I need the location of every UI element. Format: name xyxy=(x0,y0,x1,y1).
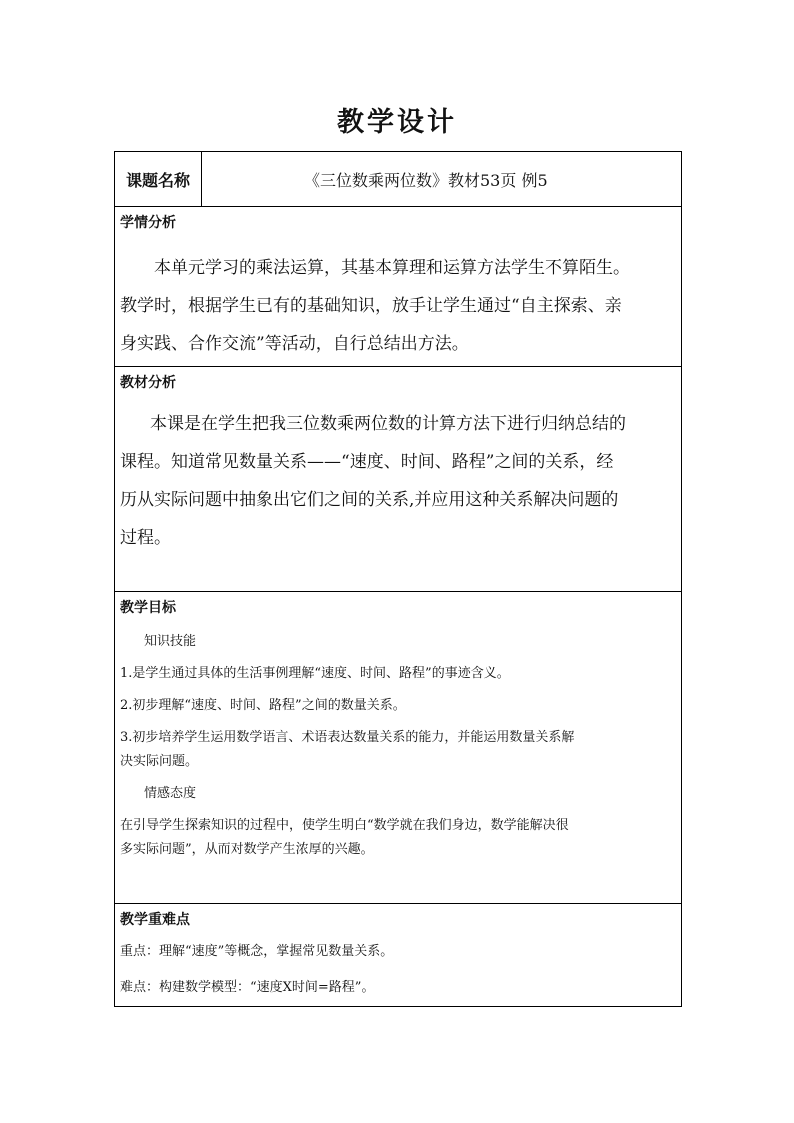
subject-label: 课题名称 xyxy=(115,152,202,207)
key-points-heading: 教学重难点 xyxy=(120,912,190,928)
knowledge-subtitle: 知识技能 xyxy=(144,634,197,649)
material-analysis-line: 本课是在学生把我三位数乘两位数的计算方法下进行归纳总结的 xyxy=(150,414,626,434)
material-analysis-row xyxy=(115,367,682,592)
student-analysis-row xyxy=(115,207,682,367)
difficult-point: 难点：构建数学模型：“速度X时间=路程”。 xyxy=(120,980,375,995)
key-points-section xyxy=(115,904,682,1007)
emotion-line: 多实际问题”，从而对数学产生浓厚的兴趣。 xyxy=(120,842,374,857)
student-analysis-section xyxy=(115,207,682,367)
subject-row xyxy=(115,152,682,207)
material-analysis-section xyxy=(115,367,682,592)
key-points-row xyxy=(115,904,682,1007)
student-analysis-line: 身实践、合作交流”等活动，自行总结出方法。 xyxy=(120,334,469,354)
material-analysis-line: 历从实际问题中抽象出它们之间的关系,并应用这种关系解决问题的 xyxy=(120,490,619,510)
page-title: 教学设计 xyxy=(337,107,457,138)
goal-item: 决实际问题。 xyxy=(120,754,199,769)
student-analysis-line: 教学时，根据学生已有的基础知识，放手让学生通过“自主探索、亲 xyxy=(120,296,622,316)
goals-row xyxy=(115,592,682,904)
emotion-line: 在引导学生探索知识的过程中，使学生明白“数学就在我们身边，数学能解决很 xyxy=(120,818,569,833)
material-analysis-line: 课程。知道常见数量关系——“速度、时间、路程”之间的关系，经 xyxy=(120,452,614,472)
goals-heading: 教学目标 xyxy=(120,600,176,616)
student-analysis-heading: 学情分析 xyxy=(120,215,176,231)
goal-item: 2.初步理解“速度、时间、路程”之间的数量关系。 xyxy=(120,698,406,713)
emotion-subtitle: 情感态度 xyxy=(144,786,197,801)
subject-value: 《三位数乘两位数》教材53页 例5 xyxy=(202,152,682,207)
key-point: 重点：理解“速度”等概念，掌握常见数量关系。 xyxy=(120,944,394,959)
goals-section xyxy=(115,592,682,904)
goal-item: 1.是学生通过具体的生活事例理解“速度、时间、路程”的事迹含义。 xyxy=(120,666,510,681)
goal-item: 3.初步培养学生运用数学语言、术语表达数量关系的能力，并能运用数量关系解 xyxy=(120,730,575,745)
lesson-plan-table xyxy=(114,151,682,1007)
student-analysis-line: 本单元学习的乘法运算，其基本算理和运算方法学生不算陌生。 xyxy=(154,258,630,278)
material-analysis-heading: 教材分析 xyxy=(120,375,176,391)
material-analysis-line: 过程。 xyxy=(120,528,171,548)
